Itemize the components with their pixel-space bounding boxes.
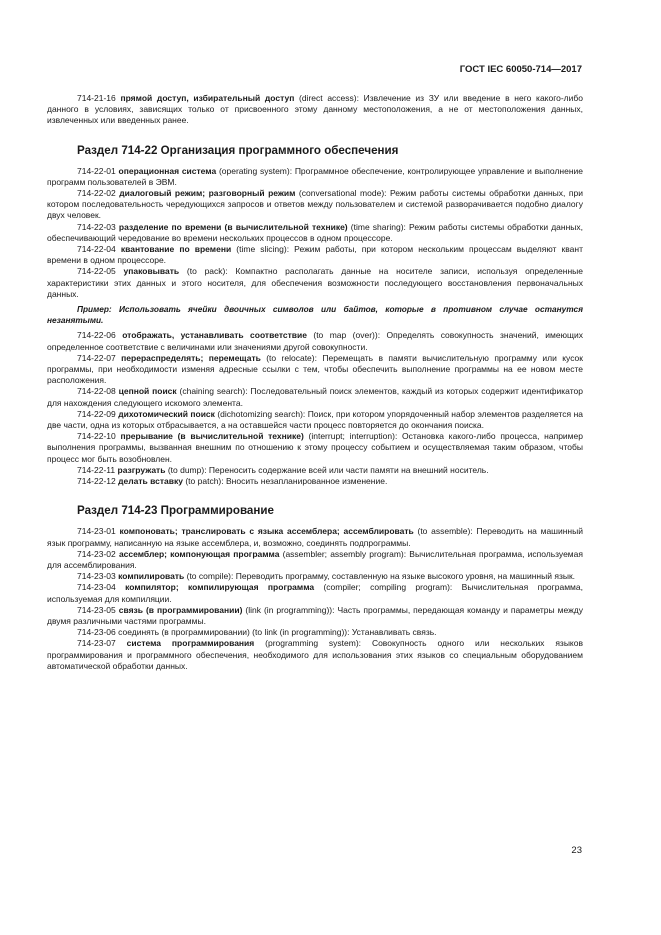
term-definition: (direct access): Извлечение из ЗУ или введение в него какого-либо данного в условиях, зависящих только от присвоенного этому данному местоположения, а не от местоположения данных, извлеченных или введенных ранее. (47, 93, 583, 126)
term-code: 714-22-12 (77, 476, 116, 487)
term-entry (47, 638, 583, 672)
term-definition: (dichotomizing search): Поиск, при котором упорядоченный набор элементов разделяется на две части, одна из которых отбрасывается, а на оставшейся части процесс повторяется до окончания поиска. (47, 408, 583, 431)
term-definition: (interrupt; interruption): Остановка какого-либо процесса, например выполнения программы, вызванная внешним по отношению к этому процессу событием и осуществляемая таким образом, чтобы процесс мог быть возобновлен. (47, 431, 583, 464)
term-name: делать вставку (118, 476, 183, 487)
term-code: 714-22-07 (77, 352, 116, 363)
term-definition: (to relocate): Перемещать в памяти вычислительную программу или кусок программы, при необходимости изменяя адресные ссылки с тем, чтобы обеспечить выполнение программы на ее новом месте расположения. (47, 352, 583, 386)
term-code: 714-22-09 (77, 408, 116, 419)
term-entry (47, 409, 583, 431)
term-entry (47, 188, 583, 222)
term-code: 714-23-03 (77, 571, 116, 582)
term-name: разделение по времени (в вычислительной технике) (118, 221, 348, 232)
term-code: 714-23-07 (77, 638, 116, 649)
term-definition: (time slicing): Режим работы, при котором нескольким процессам выделяют квант времени в одном процессоре. (47, 244, 583, 266)
term-definition: (compiler; compiling program): Вычислительная программа, используемая для компиляции. (47, 582, 583, 604)
term-definition: (operating system): Программное обеспечение, контролирующее управление и выполнение программ пользователей в ЭВМ. (47, 165, 583, 187)
term-code: 714-22-05 (77, 266, 116, 277)
term-name: цепной поиск (118, 386, 177, 397)
term-entry (47, 353, 583, 387)
term-entry (47, 431, 583, 465)
term-definition: (link (in programming)): Часть программы, передающая команду и параметры между двумя различными частями программы. (47, 604, 583, 626)
term-entry (47, 476, 583, 487)
term-entry (47, 582, 583, 604)
term-code: 714-23-05 (77, 604, 116, 615)
term-entry (47, 386, 583, 408)
term-code: 714-22-03 (77, 221, 116, 232)
term-definition: (conversational mode): Режим работы системы обработки данных, при котором последовательность чередующихся запросов и ответов между пользователем и системой разворачивается подобно диалогу двух человек. (47, 188, 583, 221)
term-name: система программирования (126, 638, 255, 649)
term-code: 714-21-16 (77, 93, 116, 103)
term-name: перераспределять; перемещать (121, 352, 261, 363)
term-definition: (to map (over)): Определять совокупность значений, имеющих определенное соответствие с величинами или значениями другой совокупности. (47, 330, 583, 352)
term-code: 714-22-08 (77, 386, 116, 397)
term-name: дихотомический поиск (118, 408, 215, 419)
section-heading: Раздел 714-22 Организация программного обеспечения (77, 143, 399, 157)
term-name: компоновать; транслировать с языка ассемблера; ассемблировать (119, 526, 414, 537)
term-code: 714-23-04 (77, 582, 116, 593)
example-note: Пример: Использовать ячейки двоичных символов или байтов, которые в противном случае останутся незанятыми. (47, 304, 583, 326)
term-code: 714-22-02 (77, 188, 116, 199)
term-entry (47, 571, 583, 582)
term-definition: соединять (в программировании) (to link (in programming)): Устанавливать связь. (118, 627, 437, 638)
term-entry (47, 244, 583, 266)
term-code: 714-22-06 (77, 330, 116, 341)
term-code: 714-22-11 (77, 464, 116, 475)
term-code: 714-23-06 (77, 627, 116, 638)
term-name: упаковывать (123, 266, 180, 277)
term-entry (47, 93, 583, 127)
term-name: прямой доступ, избирательный доступ (120, 93, 295, 103)
term-name: прерывание (в вычислительной технике) (120, 431, 304, 442)
term-definition: (to assemble): Переводить на машинный язык программу, написанную на языке ассемблера, и, возможно, соединять подпрограммы. (47, 526, 583, 548)
page-number: 23 (571, 845, 582, 856)
document-body (47, 93, 583, 672)
term-entry (47, 166, 583, 188)
term-name: квантование по времени (120, 244, 232, 255)
term-name: ассемблер; компонующая программа (118, 548, 280, 559)
standard-header: ГОСТ IEC 60050-714—2017 (459, 64, 582, 75)
term-definition: (to dump): Переносить содержание всей или части памяти на внешний носитель. (165, 464, 489, 475)
term-entry (47, 330, 583, 352)
term-code: 714-22-10 (77, 431, 116, 442)
term-definition: (to patch): Вносить незапланированное изменение. (182, 476, 388, 487)
term-definition: (to pack): Компактно располагать данные на носителе записи, используя определенные характеристики этих данных и этого носителя, для обеспечения возможности последующего восстановления первоначальных данных. (47, 266, 583, 299)
term-code: 714-22-01 (77, 165, 116, 176)
term-entry (47, 627, 583, 638)
term-entry (47, 549, 583, 571)
term-name: разгружать (117, 464, 166, 475)
term-name: компилятор; компилирующая программа (125, 582, 315, 593)
term-code: 714-23-01 (77, 526, 116, 537)
term-definition: (assembler; assembly program): Вычислительная программа, используемая для ассемблирования. (47, 548, 583, 570)
term-entry (47, 266, 583, 300)
term-name: связь (в программировании) (118, 604, 243, 615)
term-definition: (programming system): Совокупность одного или нескольких языков программирования и программного обеспечения, необходимого для использования этих языков со специальным оборудованием автоматической обработки данных. (47, 638, 583, 671)
term-name: операционная система (118, 165, 217, 176)
term-entry (47, 222, 583, 244)
section-heading: Раздел 714-23 Программирование (77, 504, 274, 518)
term-definition: (chaining search): Последовательный поиск элементов, каждый из которых содержит идентификатор для нахождения следующего искомого элемента. (47, 386, 583, 408)
term-name: диалоговый режим; разговорный режим (119, 188, 296, 199)
term-entry (47, 605, 583, 627)
term-entry (47, 526, 583, 548)
term-code: 714-23-02 (77, 548, 116, 559)
term-code: 714-22-04 (77, 244, 116, 255)
term-name: компилировать (118, 571, 185, 582)
term-entry (47, 465, 583, 476)
term-name: отображать, устанавливать соответствие (122, 330, 307, 341)
term-definition: (to compile): Переводить программу, составленную на языке высокого уровня, на машинный язык. (184, 571, 576, 582)
term-definition: (time sharing): Режим работы системы обработки данных, обеспечивающий чередование во времени нескольких процессов в одном процессоре. (47, 221, 584, 243)
